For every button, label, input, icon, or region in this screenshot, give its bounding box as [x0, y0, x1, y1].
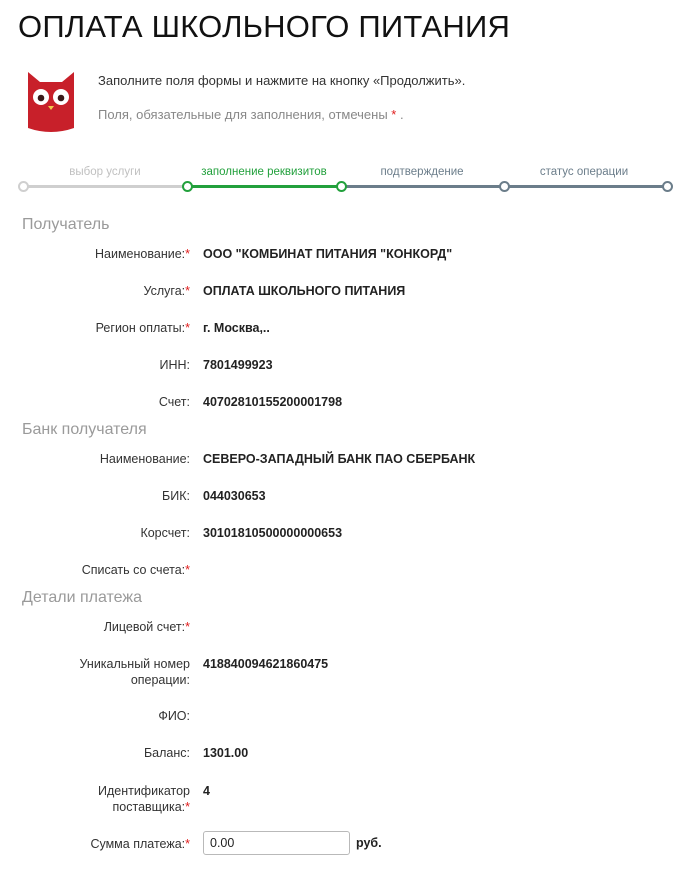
corr-account-label: Корсчет:	[140, 526, 190, 540]
step-dot-3	[499, 181, 510, 192]
step-operation-status: статус операции	[539, 166, 629, 178]
step-dot-1	[182, 181, 193, 192]
section-payment-details: Детали платежа	[22, 589, 142, 606]
form-instruction: Заполните поля формы и нажмите на кнопку «Продолжить».	[98, 73, 466, 88]
balance-label: Баланс:	[143, 746, 190, 760]
required-note-dot: .	[399, 107, 404, 122]
required-star: *	[391, 107, 397, 122]
step-fill-details: заполнение реквизитов	[201, 166, 327, 178]
region-label: Регион оплаты:*	[95, 321, 190, 335]
operation-number-value: 418840094621860475	[203, 657, 329, 671]
currency-label: руб.	[356, 836, 382, 850]
account-value: 40702810155200001798	[203, 395, 343, 409]
step-confirmation: подтверждение	[380, 166, 464, 178]
bank-name-value: СЕВЕРО-ЗАПАДНЫЙ БАНК ПАО СБЕРБАНК	[203, 452, 476, 466]
amount-label: Сумма платежа:*	[90, 837, 190, 851]
required-fields-note	[98, 107, 404, 122]
supplier-id-label: Идентификатор поставщика:*	[97, 784, 190, 814]
owl-logo-icon	[26, 70, 76, 134]
recipient-name-label: Наименование:*	[95, 247, 190, 261]
section-bank: Банк получателя	[22, 421, 147, 438]
required-note-text: Поля, обязательные для заполнения, отмечены	[98, 107, 388, 122]
supplier-id-value: 4	[203, 784, 210, 798]
step-select-service: выбор услуги	[69, 166, 141, 178]
debit-account-label: Списать со счета:*	[81, 563, 190, 577]
balance-value: 1301.00	[203, 746, 249, 760]
step-dot-end	[662, 181, 673, 192]
recipient-name-value: ООО "КОМБИНАТ ПИТАНИЯ "КОНКОРД"	[203, 247, 453, 261]
account-label: Счет:	[158, 395, 190, 409]
bank-name-label: Наименование:	[99, 452, 190, 466]
step-line-active	[186, 185, 340, 188]
page-title: ОПЛАТА ШКОЛЬНОГО ПИТАНИЯ	[18, 9, 511, 44]
step-dot-2	[336, 181, 347, 192]
service-value: ОПЛАТА ШКОЛЬНОГО ПИТАНИЯ	[203, 284, 406, 298]
step-line-done	[22, 185, 186, 188]
inn-value: 7801499923	[203, 358, 273, 372]
service-label: Услуга:*	[143, 284, 190, 298]
fio-label: ФИО:	[158, 709, 190, 723]
operation-number-label: Уникальный номер операции:	[79, 657, 190, 687]
personal-account-label: Лицевой счет:*	[103, 620, 190, 634]
bik-value: 044030653	[203, 489, 266, 503]
inn-label: ИНН:	[159, 358, 190, 372]
bik-label: БИК:	[162, 489, 190, 503]
amount-input[interactable]	[203, 831, 350, 855]
step-dot-start	[18, 181, 29, 192]
corr-account-value: 30101810500000000653	[203, 526, 343, 540]
region-value: г. Москва,..	[203, 321, 270, 335]
progress-steps	[0, 160, 684, 194]
section-recipient: Получатель	[22, 216, 110, 233]
